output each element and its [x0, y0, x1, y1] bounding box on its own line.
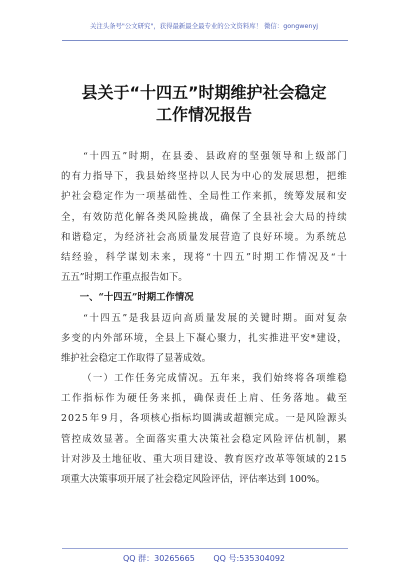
body-line: 结 经 验 ， 科 学 谋 划 未 来 ， 现 将 “ 十 四 五 ” 时 期 工 作 情 况 及 “ 十	[61, 251, 347, 263]
body-line: “ 十 四 五 ” 是 我 县 迈 向 高 质 量 发 展 的 关 键 时 期 。 面 对 复 杂	[82, 312, 347, 324]
body-line: 维护社会稳定工作取得了显著成效。	[61, 352, 212, 364]
body-line: 的 有 力 指 导 下 ， 我 县 始 终 坚 持 以 人 民 为 中 心 的 发 展 思 想 ， 把 维	[61, 171, 347, 183]
footer-divider	[62, 548, 348, 549]
header-divider	[62, 40, 348, 41]
body-line: 五五”时期工作重点报告如下。	[61, 272, 188, 284]
document-title	[0, 82, 408, 126]
title-line-1: 县关于“十四五”时期维护社会稳定	[81, 83, 327, 102]
document-body	[61, 147, 347, 490]
body-line: 项重大决策事项开展了社会稳定风险评估，评估率达到 100%。	[61, 474, 326, 485]
body-line: 和 谐 稳 定 ， 为 经 济 社 会 高 质 量 发 展 营 造 了 良 好 环 境 。 为 系 统 总	[61, 231, 347, 243]
body-line: “ 十 四 五 ” 时 期 ， 在 县 委 、 县 政 府 的 坚 强 领 导 和 上 级 部 门	[82, 151, 347, 162]
body-line: 2 0 2 5 年 9 月 ， 各 项 核 心 指 标 均 圆 满 或 超 额 完 成 。 一 是 风 险 源 头	[61, 413, 347, 425]
body-line: 工 作 指 标 作 为 硬 任 务 来 抓 ， 确 保 责 任 上 肩 、 任 务 落 地 。 截 至	[61, 393, 347, 405]
body-line: 计 对 涉 及 土 地 征 收 、 重 大 项 目 建 设 、 教 育 医 疗 改 革 等 领 域 的 2 1 5	[61, 453, 347, 465]
body-line: （ 一 ） 工 作 任 务 完 成 情 况 。 五 年 来 ， 我 们 始 终 将 各 项 维 稳	[82, 373, 347, 385]
footer-qq-group: QQ 群：30265665	[122, 554, 195, 563]
section-heading: 一、“十四五”时期工作情况	[61, 292, 194, 304]
body-line: 管 控 成 效 显 著 。 全 面 落 实 重 大 决 策 社 会 稳 定 风 险 评 估 机 制 ， 累	[61, 433, 347, 445]
body-line: 多 变 的 内 外 部 环 境 ， 全 县 上 下 凝 心 聚 力 ， 扎 实 推 进 平 安 * 建 设 ，	[61, 332, 347, 344]
footer-contact	[0, 553, 408, 565]
body-line: 护 社 会 稳 定 作 为 一 项 基 础 性 、 全 局 性 工 作 来 抓 ， 统 筹 发 展 和 安	[61, 191, 347, 203]
header-banner: 关注头条号"公文研究"，获得最新最全最专业的公文资料库！ 微信：gongwenyj	[89, 22, 319, 30]
body-line: 全 ， 有 效 防 范 化 解 各 类 风 险 挑 战 ， 确 保 了 全 县 社 会 大 局 的 持 续	[61, 211, 347, 223]
title-line-2: 工作情况报告	[155, 105, 252, 124]
footer-qq-number: QQ 号:535304092	[213, 554, 286, 563]
